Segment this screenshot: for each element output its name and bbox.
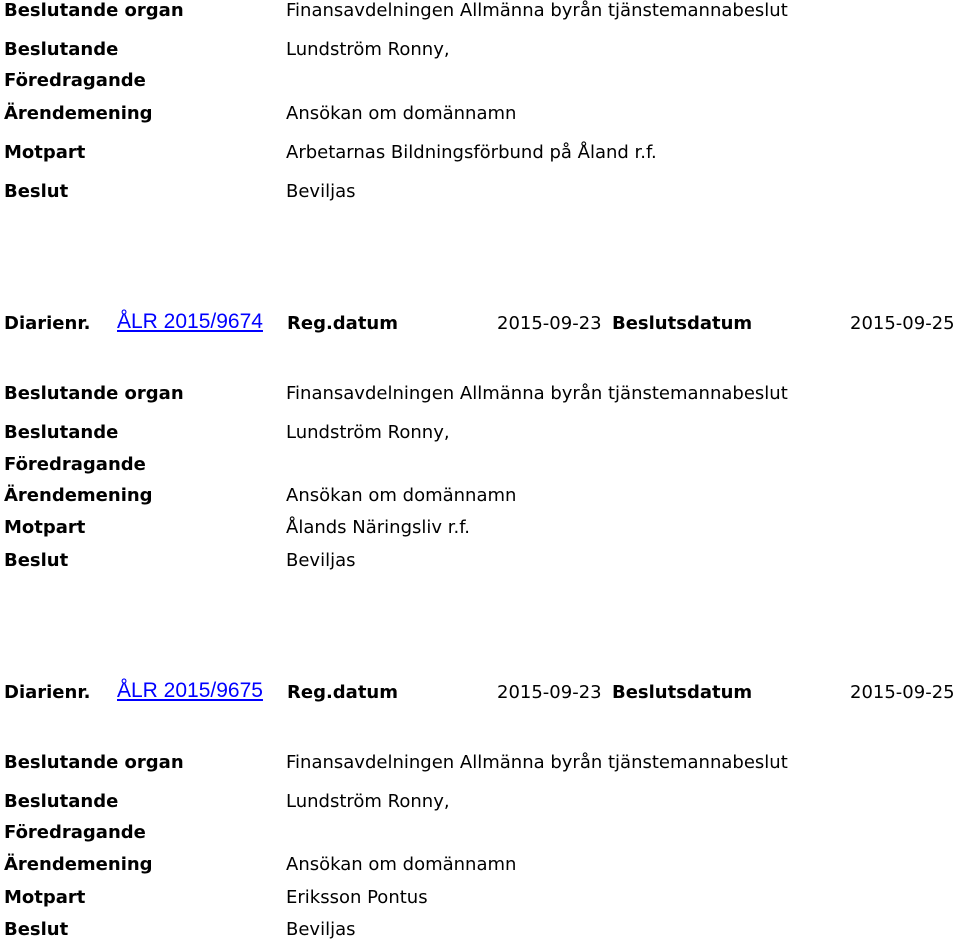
label-beslut: Beslut — [4, 181, 69, 202]
label-motpart: Motpart — [4, 887, 86, 908]
value-beslutsdatum: 2015-09-25 — [850, 682, 955, 703]
value-beslutande: Lundström Ronny, — [286, 39, 450, 60]
value-beslutande: Lundström Ronny, — [286, 422, 450, 443]
value-motpart: Eriksson Pontus — [286, 887, 428, 908]
value-beslutande-organ: Finansavdelningen Allmänna byrån tjänstemannabeslut — [286, 752, 788, 773]
label-foredragande: Föredragande — [4, 454, 146, 475]
label-foredragande: Föredragande — [4, 70, 146, 91]
value-arendemening: Ansökan om domännamn — [286, 854, 517, 875]
label-beslutande-organ: Beslutande organ — [4, 752, 184, 773]
value-beslutsdatum: 2015-09-25 — [850, 313, 955, 334]
label-beslutsdatum: Beslutsdatum — [612, 313, 753, 334]
value-beslutande-organ: Finansavdelningen Allmänna byrån tjänstemannabeslut — [286, 0, 788, 21]
value-motpart: Arbetarnas Bildningsförbund på Åland r.f. — [286, 142, 657, 163]
label-motpart: Motpart — [4, 517, 86, 538]
diarienr-link[interactable]: ÅLR 2015/9674 — [117, 310, 263, 333]
value-beslutande-organ: Finansavdelningen Allmänna byrån tjänstemannabeslut — [286, 383, 788, 404]
value-arendemening: Ansökan om domännamn — [286, 103, 517, 124]
label-beslutande: Beslutande — [4, 422, 119, 443]
label-beslut: Beslut — [4, 919, 69, 940]
label-beslutande: Beslutande — [4, 39, 119, 60]
label-foredragande: Föredragande — [4, 822, 146, 843]
label-beslutande: Beslutande — [4, 791, 119, 812]
label-beslut: Beslut — [4, 550, 69, 571]
label-motpart: Motpart — [4, 142, 86, 163]
label-beslutande-organ: Beslutande organ — [4, 383, 184, 404]
value-beslut: Beviljas — [286, 550, 356, 571]
value-beslut: Beviljas — [286, 919, 356, 940]
label-arendemening: Ärendemening — [4, 485, 153, 506]
diarienr-link[interactable]: ÅLR 2015/9675 — [117, 679, 263, 702]
label-diarienr: Diarienr. — [4, 313, 91, 334]
label-regdatum: Reg.datum — [287, 682, 398, 703]
label-diarienr: Diarienr. — [4, 682, 91, 703]
value-regdatum: 2015-09-23 — [497, 313, 602, 334]
label-beslutsdatum: Beslutsdatum — [612, 682, 753, 703]
value-motpart: Ålands Näringsliv r.f. — [286, 517, 470, 538]
value-regdatum: 2015-09-23 — [497, 682, 602, 703]
value-arendemening: Ansökan om domännamn — [286, 485, 517, 506]
label-beslutande-organ: Beslutande organ — [4, 0, 184, 21]
value-beslut: Beviljas — [286, 181, 356, 202]
label-arendemening: Ärendemening — [4, 854, 153, 875]
value-beslutande: Lundström Ronny, — [286, 791, 450, 812]
label-regdatum: Reg.datum — [287, 313, 398, 334]
label-arendemening: Ärendemening — [4, 103, 153, 124]
